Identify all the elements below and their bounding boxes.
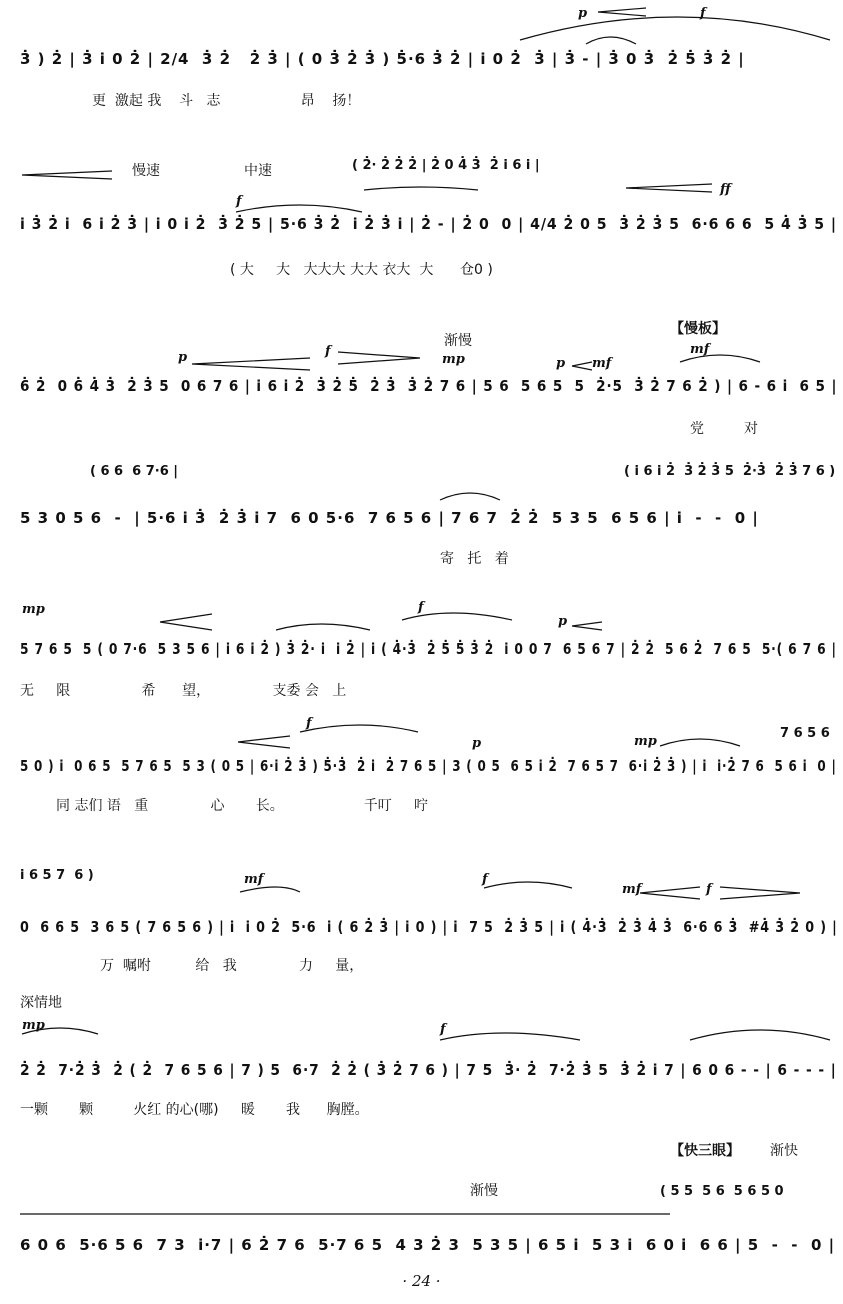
decrescendo-hairpin — [720, 887, 800, 899]
dynamic-p: p — [178, 350, 188, 365]
cue-line: ( 6 6 6 7·6 | — [90, 464, 179, 479]
dynamic-mp: mp — [22, 602, 45, 617]
decrescendo-hairpin — [22, 171, 112, 179]
dynamic-f: f — [482, 872, 488, 887]
notation-line: 6 0 6 5·6 5 6 7 3 i·7 | 6 2̇ 7 6 5·7 6 5 4 3 2̇ 3 5 3 5 | 6 5 i 5 3 i 6 0 i 6 6 | 5 - - 0 | — [20, 1236, 836, 1254]
notation-line: 5 3 0 5 6 - | 5·6 i 3̇ 2̇ 3̇ i 7 6 0 5·6 7 6 5 6 | 7 6 7 2̇ 2̇ 5 3 5 6 5 6 | i - - 0 | — [20, 509, 759, 527]
slur-line — [364, 187, 478, 190]
crescendo-hairpin — [626, 184, 712, 192]
dynamic-mf: mf — [592, 356, 612, 371]
crescendo-hairpin — [572, 622, 602, 630]
tempo-mark: 渐慢 — [444, 333, 472, 349]
notation-line: i 3̇ 2̇ i 6 i 2̇ 3̇ | i 0 i 2̇ 3̇ 2̇ 5 | 5·6 3̇ 2̇ i 2̇ 3̇ i | 2̇ - | 2̇ 0 0 | 4/4 2̇ 0 5 3̇ 2̇ 3̇ 5 6·6 6 6 5 4̇ 3̇ 5 | — [20, 215, 837, 233]
dynamic-f: f — [236, 194, 242, 209]
lyrics-line: 万 嘱咐 给 我 力 量， — [100, 958, 364, 974]
dynamic-f: f — [418, 600, 424, 615]
cue-line: ( i 6 i 2̇ 3̇ 2̇ 3̇ 5 2̇·3̇ 2̇ 3̇ 7 6 ) — [624, 464, 836, 479]
cue-line: ( 5 5 5 6 5 6 5 0 — [660, 1184, 784, 1199]
notation-line: 2̇ 2̇ 7·2̇ 3̇ 2̇ ( 2̇ 7 6 5 6 | 7 ) 5 6·7 2̇ 2̇ ( 3̇ 2̇ 7 6 ) | 7 5 3̇· 2̇ 7·2̇ 3̇ 5 3̇ 2̇ i 7 | 6 0 6 - - | 6 - - - | — [20, 1061, 837, 1079]
dynamic-p: p — [578, 6, 588, 21]
lyrics-line: 寄 托 着 — [440, 551, 509, 567]
slur-line — [680, 355, 760, 362]
slur-line — [690, 1030, 830, 1040]
lyrics-line: 无 限 希 望， 支委 会 上 — [20, 683, 347, 699]
notation-line: 5 7 6 5 5 ( 0 7·6 5 3 5 6 | i 6 i 2̇ ) 3̇ 2̇· i i 2̇ | i ( 4̇·3̇ 2̇ 5̇ 5̇ 3̇ 2̇ i 0 0 7 6 5 6 7 | 2̇ 2̇ 5 6 2̇ 7 6 5 5·( 6 7 6 | — [20, 640, 837, 658]
slur-line — [236, 205, 362, 212]
slur-line — [440, 493, 500, 500]
decrescendo-hairpin — [338, 352, 420, 364]
section-heading: 【快三眼】 — [670, 1143, 740, 1159]
dynamic-mp: mp — [634, 734, 657, 749]
dynamic-p: p — [556, 356, 566, 371]
cue-line: 7 6 5 6 — [780, 726, 830, 741]
slur-line — [440, 1033, 580, 1040]
expression-mark: 深情地 — [20, 995, 62, 1011]
dynamic-mf: mf — [690, 342, 710, 357]
dynamic-p: p — [472, 736, 482, 751]
tempo-mark: 中速 — [244, 163, 272, 179]
slur-line — [402, 613, 512, 620]
slur-line — [276, 624, 370, 630]
dynamic-mf: mf — [244, 872, 264, 887]
crescendo-hairpin — [160, 614, 212, 630]
crescendo-hairpin — [640, 887, 700, 899]
lyrics-line: 党 对 — [690, 421, 759, 437]
dynamic-f: f — [325, 344, 331, 359]
tempo-mark: 慢速 — [132, 163, 160, 179]
slur-line — [300, 725, 418, 732]
percussion-line: ( 大 大 大大大 大大 衣大 大 仓0 ) — [230, 262, 493, 278]
slur-line — [660, 739, 740, 746]
dynamic-f: f — [706, 882, 712, 897]
cue-line: i 6 5 7 6 ) — [20, 868, 94, 883]
lyrics-line: 同 志们 语 重 心 长。 千叮 咛 — [56, 798, 429, 814]
lyrics-line: 更 激起 我 斗 志 昂 扬！ — [92, 93, 361, 109]
dynamic-mf: mf — [622, 882, 642, 897]
dynamic-mp: mp — [22, 1018, 45, 1033]
cue-line: ( 2̇· 2̇ 2̇ 2̇ | 2̇ 0 4̇ 3̇ 2̇ i 6 i | — [352, 158, 540, 173]
slur-line — [240, 887, 300, 892]
crescendo-hairpin — [572, 362, 592, 370]
page-number: · 24 · — [402, 1272, 441, 1290]
notation-line: 5 0 ) i 0 6 5 5 7 6 5 5 3 ( 0 5 | 6·i 2̇ 3̇ ) 5̇·3̇ 2̇ i 2̇ 7 6 5 | 3 ( 0 5 6 5 i 2̇ 7 6 5 7 6·i 2̇ 3̇ ) | i i·2̇ 7 6 5 6 i 0 | — [20, 757, 837, 775]
dynamic-f: f — [306, 716, 312, 731]
slur-line — [22, 1028, 98, 1034]
notation-line: 0 6 6 5 3 6 5 ( 7 6 5 6 ) | i i 0 2̇ 5·6 i ( 6 2̇ 3̇ | i 0 ) | i 7 5 2̇ 3̇ 5 | i ( 4̇·3̇ 2̇ 3̇ 4̇ 3̇ 6·6 6 3̇ #4̇ 3̇ 2̇ 0 ) | — [20, 918, 838, 936]
tempo-mark: 渐慢 — [470, 1183, 498, 1199]
slur-line — [484, 882, 572, 888]
section-heading: 【慢板】 — [670, 321, 726, 337]
crescendo-hairpin — [598, 8, 646, 16]
notation-line: 6̇ 2̇ 0 6̇ 4̇ 3̇ 2̇ 3̇ 5 0 6 7 6 | i 6 i 2̇ 3̇ 2̇ 5̇ 2̇ 3̇ 3̇ 2̇ 7 6 | 5 6 5 6 5 5 2̇·5 3̇ 2̇ 7 6 2̇ ) | 6 - 6 i 6 5 | — [20, 377, 838, 395]
dynamic-mp: mp — [442, 352, 465, 367]
tempo-mark: 渐快 — [770, 1143, 798, 1159]
slur-line — [586, 37, 636, 44]
lyrics-line: 一颗 颗 火红 的心(哪) 暖 我 胸膛。 — [20, 1102, 369, 1118]
dynamic-f: f — [440, 1022, 446, 1037]
crescendo-hairpin — [192, 358, 310, 370]
notation-line: 3̇ ) 2̇ | 3̇ i 0 2̇ | 2/4 3̇ 2̇ 2̇ 3̇ | ( 0 3̇ 2̇ 3̇ ) 5̇·6 3̇ 2̇ | i 0 2̇ 3̇ | 3̇ - | 3̇ 0 3̇ 2̇ 5̇ 3̇ 2̇ | — [20, 50, 745, 68]
crescendo-hairpin — [238, 736, 290, 748]
dynamic-p: p — [558, 614, 568, 629]
slur-line — [520, 17, 830, 40]
dynamic-f: f — [700, 6, 706, 21]
dynamic-ff: ff — [720, 182, 731, 197]
